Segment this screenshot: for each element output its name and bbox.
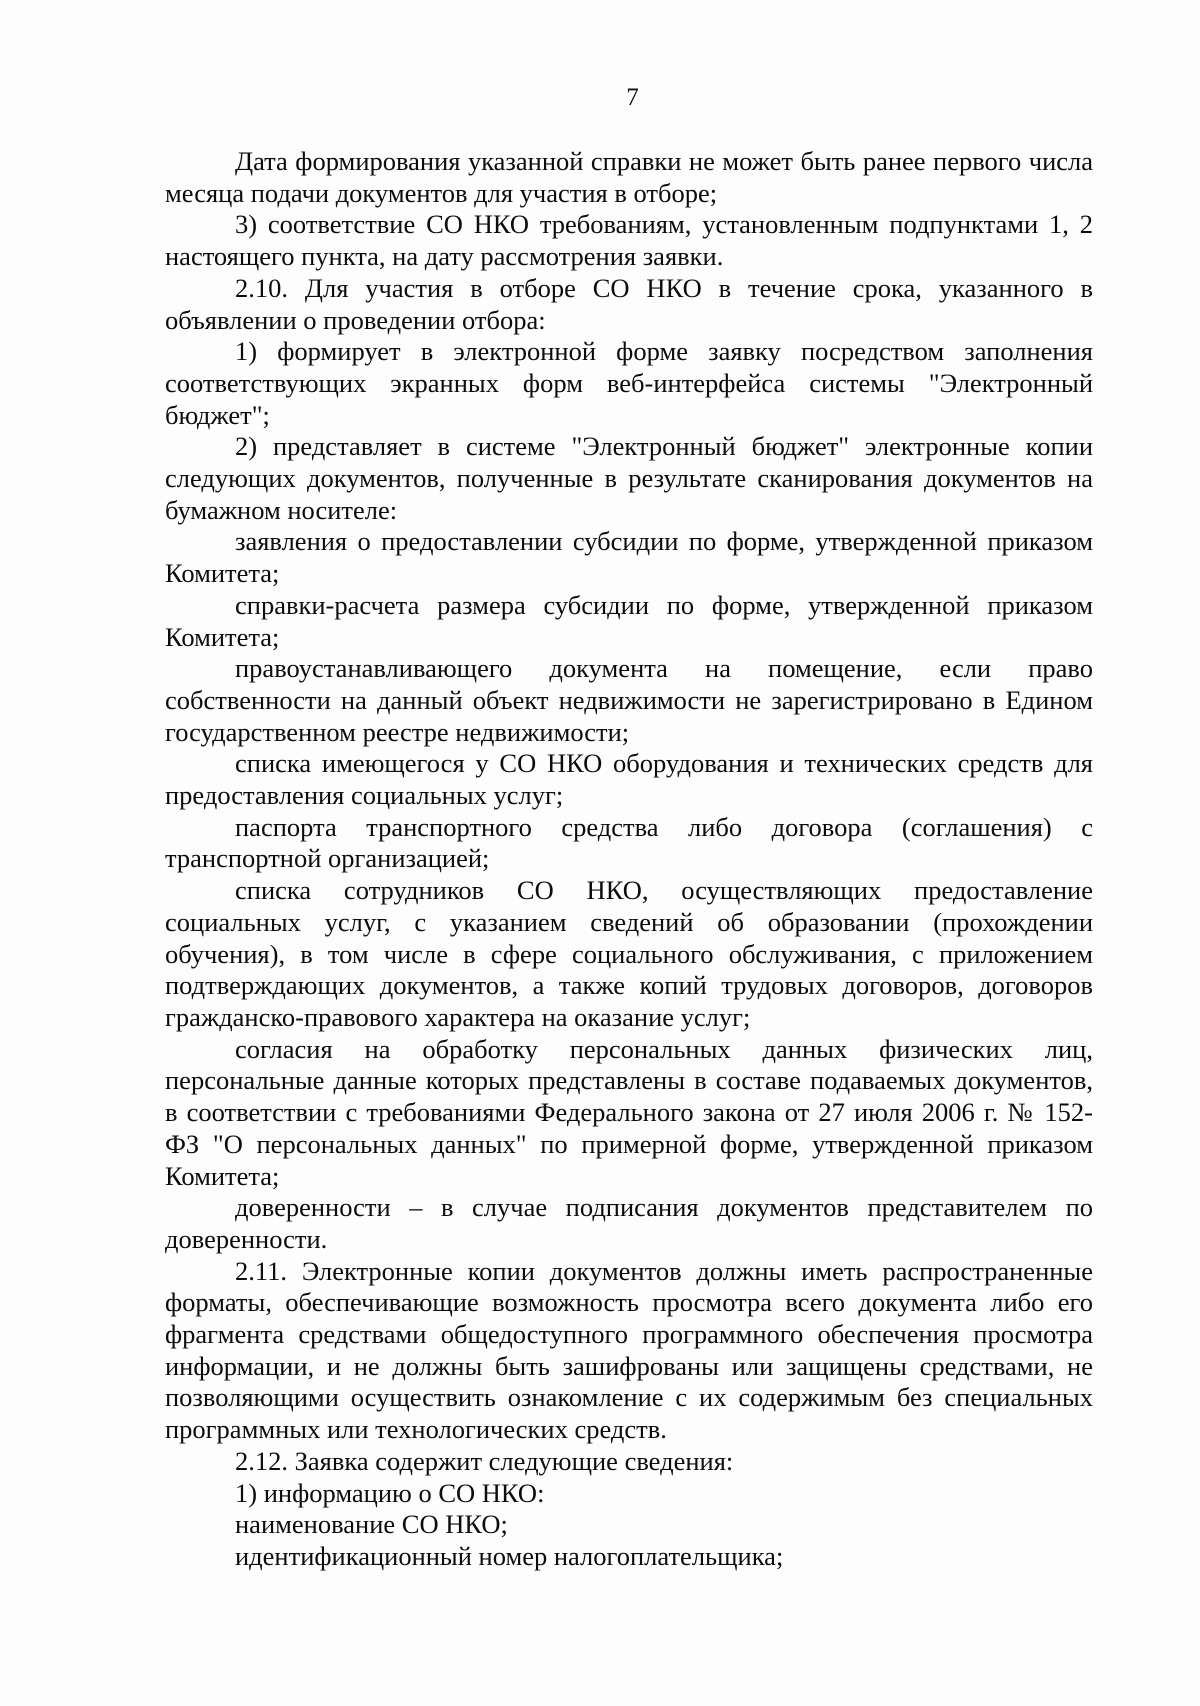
document-body [165, 146, 1093, 1573]
paragraph-item-2-electronic-copies: 2) представляет в системе "Электронный бюджет" электронные копии следующих документов, полученные в результате сканирования документов на бумажном носителе: [165, 431, 1093, 525]
paragraph-power-of-attorney: доверенности – в случае подписания документов представителем по доверенности. [165, 1192, 1093, 1254]
paragraph-date-requirement: Дата формирования указанной справки не может быть ранее первого числа месяца подачи документов для участия в отборе; [165, 146, 1093, 208]
page-number: 7 [626, 84, 639, 111]
paragraph-vehicle-passport: паспорта транспортного средства либо договора (соглашения) с транспортной организацией; [165, 811, 1093, 874]
paragraph-subsidy-calculation: справки-расчета размера субсидии по форме, утвержденной приказом Комитета; [165, 589, 1093, 652]
paragraph-item-3-compliance: 3) соответствие СО НКО требованиям, установленным подпунктами 1, 2 настоящего пункта, на дату рассмотрения заявки. [165, 209, 1093, 272]
paragraph-organization-info: 1) информацию о СО НКО: [235, 1477, 545, 1508]
paragraph-subsidy-application: заявления о предоставлении субсидии по форме, утвержденной приказом Комитета; [165, 526, 1093, 589]
paragraph-premises-document: правоустанавливающего документа на помещение, если право собственности на данный объект недвижимости не зарегистрировано в Едином государственном реестре недвижимости; [165, 653, 1093, 747]
paragraph-section-2-11: 2.11. Электронные копии документов должны иметь распространенные форматы, обеспечивающие возможность просмотра всего документа либо его фрагмента средствами общедоступного программного обеспечения просмотра информации, и не должны быть зашифрованы или защищены средствами, не позволяющими осуществить ознакомление с их содержимым без специальных программных или технологических средств. [165, 1255, 1093, 1445]
paragraph-section-2-10: 2.10. Для участия в отборе СО НКО в течение срока, указанного в объявлении о проведении отбора: [165, 272, 1093, 335]
paragraph-organization-name: наименование СО НКО; [235, 1509, 508, 1540]
paragraph-equipment-list: списка имеющегося у СО НКО оборудования и технических средств для предоставления социальных услуг; [165, 748, 1093, 811]
paragraph-personal-data-consent: согласия на обработку персональных данных физических лиц, персональные данные которых представлены в составе подаваемых документов, в соответствии с требованиями Федерального закона от 27 июля 2006 г. № 152-ФЗ "О персональных данных" по примерной форме, утвержденной приказом Комитета; [165, 1033, 1093, 1191]
paragraph-item-1-electronic-form: 1) формирует в электронной форме заявку посредством заполнения соответствующих экранных форм веб-интерфейса системы "Электронный бюджет"; [165, 336, 1093, 430]
paragraph-staff-list: списка сотрудников СО НКО, осуществляющих предоставление социальных услуг, с указанием сведений об образовании (прохождении обучения), в том числе в сфере социального обслуживания, с приложением подтверждающих документов, а также копий трудовых договоров, договоров гражданско-правового характера на оказание услуг; [165, 875, 1093, 1032]
paragraph-section-2-12: 2.12. Заявка содержит следующие сведения: [235, 1445, 734, 1476]
paragraph-taxpayer-id: идентификационный номер налогоплательщика; [235, 1540, 784, 1571]
